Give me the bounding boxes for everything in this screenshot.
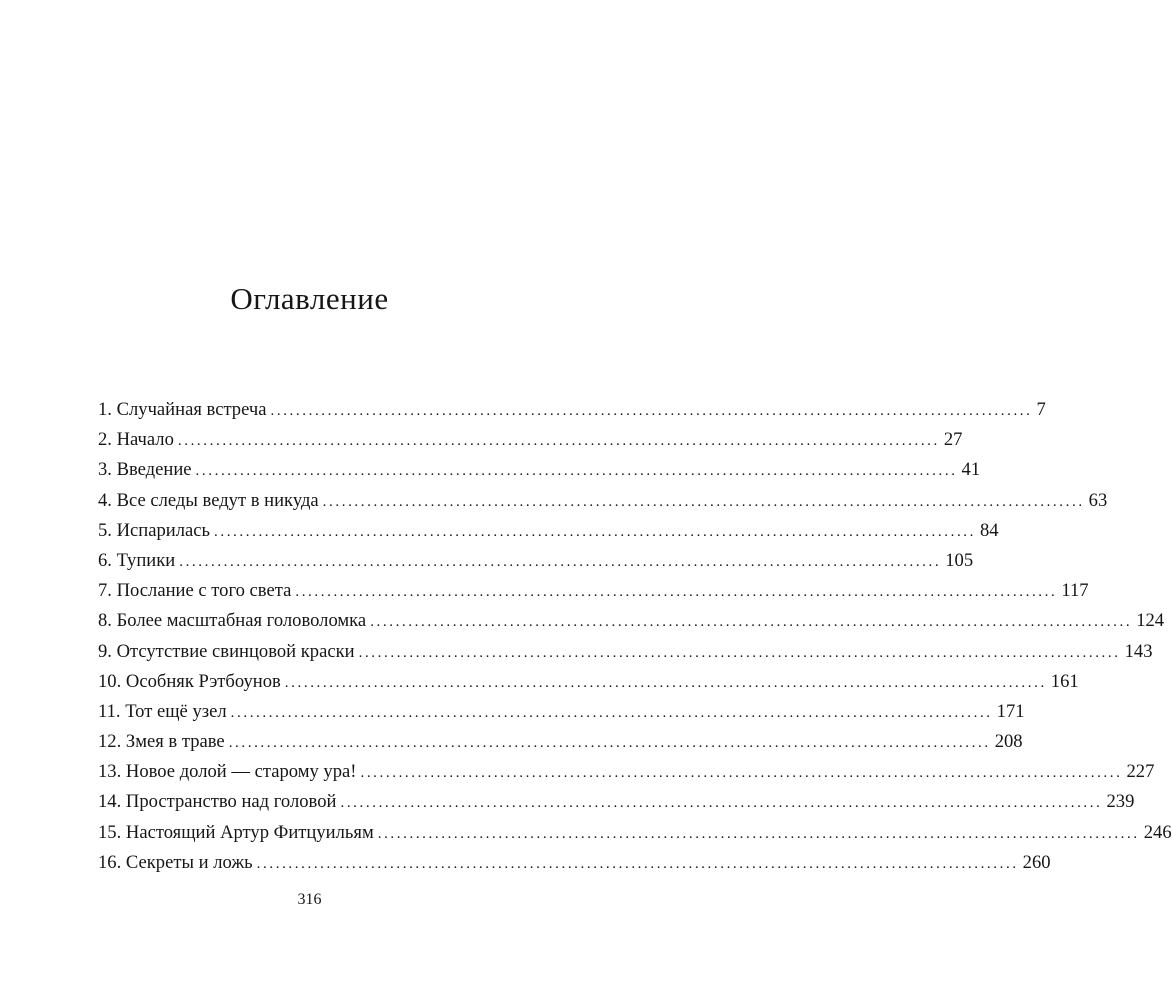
toc-entry-title: 13. Новое долой — старому ура!: [98, 761, 357, 783]
toc-entry: [98, 640, 1153, 670]
toc-entry: [98, 428, 963, 458]
toc-entry-page: 41: [961, 459, 981, 481]
toc-entry-page: 27: [943, 429, 963, 451]
toc-entry-title: 5. Испарилась: [98, 519, 210, 541]
toc-entry-page: 227: [1126, 761, 1155, 783]
dot-leader: ........................................................................................................................: [284, 674, 1047, 691]
toc-entry: [98, 398, 1046, 428]
toc-entry-title: 12. Змея в траве: [98, 731, 225, 753]
toc-entry-page: 260: [1022, 851, 1051, 873]
toc-entry-title: 6. Тупики: [98, 549, 176, 571]
toc-entry: [98, 489, 1108, 519]
toc-entry-title: 4. Все следы ведут в никуда: [98, 489, 319, 511]
toc-entry: [98, 851, 1051, 881]
toc-entry-page: 84: [980, 519, 999, 541]
toc-entry-page: 7: [1036, 399, 1046, 420]
toc-entry: [98, 821, 1172, 851]
toc-entry-title: 16. Секреты и ложь: [98, 851, 253, 873]
toc-entry-title: 10. Особняк Рэтбоунов: [98, 670, 281, 692]
toc-entry-title: 8. Более масштабная головоломка: [98, 610, 367, 632]
dot-leader: ........................................................................................................................: [322, 493, 1085, 510]
toc-entry-page: 171: [996, 700, 1025, 722]
toc-entry: [98, 609, 1165, 639]
toc-entry-title: 2. Начало: [98, 429, 174, 451]
toc-entry-title: 9. Отсутствие свинцовой краски: [98, 640, 355, 662]
dot-leader: ........................................................................................................................: [228, 735, 991, 752]
toc-entry-page: 161: [1050, 670, 1079, 692]
dot-leader: ........................................................................................................................: [377, 825, 1140, 842]
toc-entry-page: 208: [994, 731, 1023, 753]
dot-leader: ........................................................................................................................: [214, 523, 976, 540]
toc-entry: [98, 730, 1023, 760]
toc-entry-page: 239: [1106, 791, 1135, 813]
dot-leader: ........................................................................................................................: [230, 704, 993, 721]
dot-leader: ........................................................................................................................: [340, 795, 1103, 812]
page-title: Оглавление: [230, 281, 389, 316]
toc-entry-title: 3. Введение: [98, 459, 192, 481]
toc-entry-title: 15. Настоящий Артур Фитцуильям: [98, 821, 374, 843]
dot-leader: ........................................................................................................................: [295, 584, 1058, 601]
toc-entry: [98, 670, 1079, 700]
dot-leader: ........................................................................................................................: [360, 765, 1123, 782]
toc-entry-page: 124: [1136, 610, 1165, 632]
dot-leader: ........................................................................................................................: [179, 553, 942, 570]
toc-entry: [98, 700, 1025, 730]
toc-entry-page: 117: [1061, 580, 1089, 602]
dot-leader: ........................................................................................................................: [256, 855, 1019, 872]
toc-entry-title: 1. Случайная встреча: [98, 399, 267, 420]
dot-leader: ........................................................................................................................: [177, 433, 940, 450]
toc-entry: [98, 458, 981, 488]
table-of-contents: [98, 398, 1172, 881]
dot-leader: ........................................................................................................................: [370, 614, 1133, 631]
page-number: 316: [297, 891, 322, 908]
toc-entry: [98, 790, 1135, 820]
toc-entry-page: 105: [945, 549, 974, 571]
toc-entry: [98, 549, 974, 579]
toc-entry: [98, 519, 999, 549]
toc-entry-title: 11. Тот ещё узел: [98, 700, 227, 722]
toc-entry-page: 63: [1088, 489, 1108, 511]
dot-leader: ........................................................................................................................: [270, 403, 1033, 419]
dot-leader: ........................................................................................................................: [195, 463, 958, 480]
toc-entry-title: 14. Пространство над головой: [98, 791, 337, 813]
toc-entry: [98, 579, 1089, 609]
toc-entry-title: 7. Послание с того света: [98, 580, 292, 602]
dot-leader: ........................................................................................................................: [358, 644, 1121, 661]
toc-entry-page: 143: [1124, 640, 1153, 662]
toc-entry: [98, 760, 1155, 790]
toc-entry-page: 246: [1143, 821, 1172, 843]
